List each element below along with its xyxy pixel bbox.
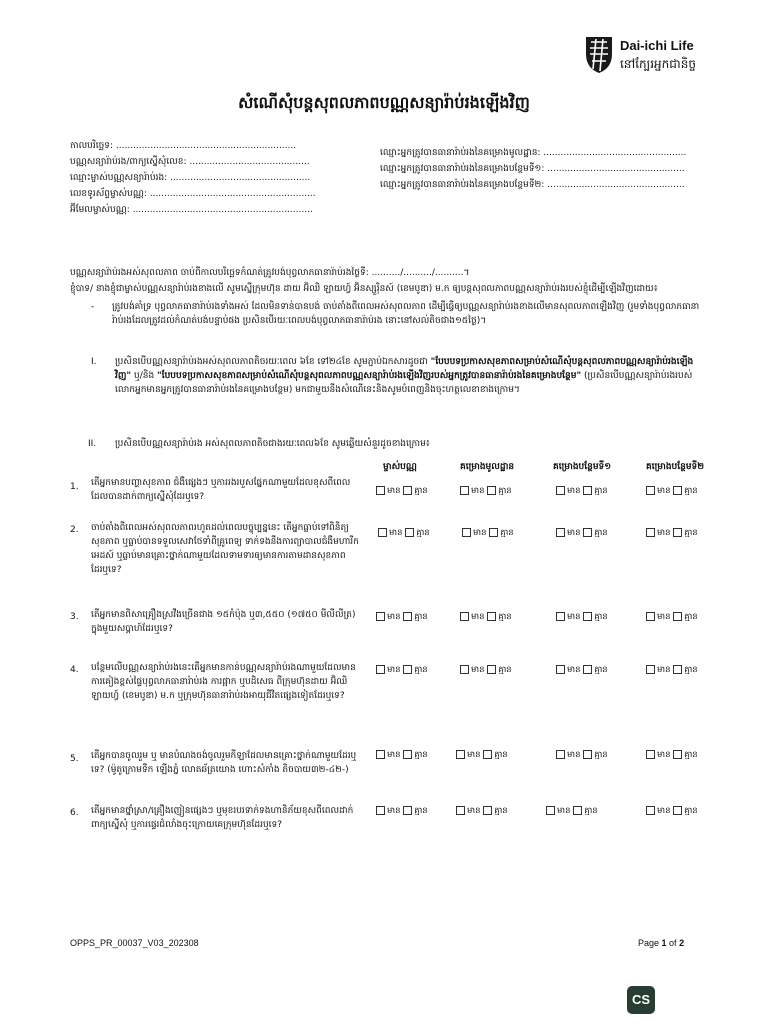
yes-label: មាន [657,806,671,816]
answer-q2-col1 [378,528,430,540]
no-label: គ្មាន [414,486,428,496]
yes-checkbox[interactable] [556,612,565,621]
yes-label: មាន [567,612,581,622]
no-label: គ្មាន [414,665,428,675]
question-3-number: 3. [70,612,79,622]
question-1-number: 1. [70,482,79,492]
answer-q5-col4 [646,750,698,762]
no-checkbox[interactable] [573,806,582,815]
col-policyholder: ម្ចាស់បណ្ណ [383,462,417,472]
answer-q4-col2 [460,665,512,677]
yes-checkbox[interactable] [556,528,565,537]
no-checkbox[interactable] [583,612,592,621]
no-checkbox[interactable] [403,612,412,621]
col-rider-2: គម្រោងបន្ថែមទី២ [646,462,705,472]
answer-q2-col2 [462,528,514,540]
yes-checkbox[interactable] [376,486,385,495]
yes-label: មាន [389,528,403,538]
yes-label: មាន [657,750,671,760]
answer-q3-col3 [556,612,608,624]
yes-label: មាន [387,750,401,760]
section-i-part-a: ប្រសិនបើបណ្ណសន្យារ៉ាប់រងអស់សុពលភាពតិចរយៈពេល ៦ខែ ទៅ២៤ខែ សូមភ្ជាប់ឯកសារដូចជា [115,357,428,367]
yes-label: មាន [471,665,485,675]
yes-label: មាន [567,528,581,538]
no-checkbox[interactable] [673,750,682,759]
answer-q6-col4 [646,806,698,818]
yes-label: មាន [567,665,581,675]
question-5-text: តើអ្នកបានចូលរួម ឬ មានបំណងចង់ចូលរួមកីឡាដែលមានគ្រោះថ្នាក់ណាមួយដែរឬទេ? (ម៉ូតូក្រោមទឹក ឡើងភ្នំ លោតឆ័ត្រយោង ហោះសំកាំង តិចបាយ៣២-៤២-) [91,751,357,775]
yes-checkbox[interactable] [456,750,465,759]
page-current: 1 [661,938,667,948]
rider1-insured-name-field[interactable]: ឈ្មោះអ្នកត្រូវបានធានារ៉ាប់រងនៃគម្រោងបន្ថែមទី១: ................................................ [380,164,685,174]
yes-checkbox[interactable] [646,612,655,621]
bullet-dash: - [91,302,95,312]
dai-ichi-shield-logo-icon [584,34,614,74]
no-checkbox[interactable] [583,528,592,537]
col-base-plan: គម្រោងមូលដ្ឋាន [460,462,515,472]
yes-label: មាន [467,750,481,760]
no-checkbox[interactable] [403,750,412,759]
form-title: សំណើសុំបន្តសុពលភាពបណ្ណសន្យារ៉ាប់រងឡើងវិញ [238,93,530,112]
question-5-number: 5. [70,754,79,764]
no-label: គ្មាន [414,750,428,760]
page-indicator [638,938,684,948]
page-prefix: Page [638,938,662,948]
question-4-text: បន្ថែមលើបណ្ណសន្យារ៉ាប់រងនេះតើអ្នកមានកាន់បណ្ណសន្យារ៉ាប់រងណាមួយដែលមានការគៀងខ្ពស់ផ្ទៃបុព្វលាភធានារ៉ាប់រង ការផ្អាក ឬបដិសេធ ពីក្រុមហ៊ុនដាយ អ៊ិឈិ ឡាយហ្វ៍ (ខេមបូឌា) ម.ក ឬក្រុមហ៊ុនធានារ៉ាប់រងអាយុជីវិតផ្សេងទៀតដែរឬទេ? [91,663,356,701]
no-checkbox[interactable] [673,612,682,621]
rider2-insured-name-field[interactable]: ឈ្មោះអ្នកត្រូវបានធានារ៉ាប់រងនៃគម្រោងបន្ថែមទី២: ................................................ [380,180,685,190]
yes-label: មាន [387,806,401,816]
yes-label: មាន [557,806,571,816]
brand-tagline: នៅក្បែរអ្នកជានិច្ច [620,57,696,71]
yes-checkbox[interactable] [556,486,565,495]
answer-q5-col1 [376,750,428,762]
no-label: គ្មាន [684,486,698,496]
page-total: 2 [679,938,685,948]
yes-label: មាន [657,665,671,675]
no-checkbox[interactable] [487,665,496,674]
no-label: គ្មាន [684,665,698,675]
no-checkbox[interactable] [487,612,496,621]
no-checkbox[interactable] [403,806,412,815]
no-label: គ្មាន [684,612,698,622]
no-label: គ្មាន [584,806,598,816]
section-i-and-or: ឬ/និង [134,371,155,381]
policyholder-phone-field[interactable]: លេខទូរស័ព្ទម្ចាស់បណ្ណ: .......................................................... [70,189,316,199]
answer-q2-col3 [556,528,608,540]
answer-q4-col4 [646,665,698,677]
no-checkbox[interactable] [489,528,498,537]
policyholder-email-field[interactable]: អ៊ីមែលម្ចាស់បណ្ណ: ............................................................... [70,205,313,215]
yes-checkbox[interactable] [376,806,385,815]
no-checkbox[interactable] [673,665,682,674]
request-statement: ខ្ញុំបាទ/ នាងខ្ញុំជាម្ចាស់បណ្ណសន្យារ៉ាប់រងខាងលើ សូមស្នើក្រុមហ៊ុន ដាយ អ៊ិឈិ ឡាយហ្វ៍ អ៊ិនស្សួរ៉ិនស៍ (ខេមបូឌា) ម.ក ឲ្យបន្តសុពលភាពបណ្ណសន្យារ៉ាប់រងរបស់ខ្ញុំដើម្បីឡើងវិញដោយ៖ [70,284,658,294]
answer-q5-col3 [556,750,608,762]
answer-q1-col4 [646,486,698,498]
no-checkbox[interactable] [673,528,682,537]
answer-q5-col2 [456,750,508,762]
section-i-form-a: "បែបបទប្រកាសសុខភាពសម្រាប់សំណើសុំបន្តសុពលភាពបណ្ណសន្យារ៉ាប់រងឡើងវិញ" [115,357,694,381]
col-rider-1: គម្រោងបន្ថែមទី១ [553,462,612,472]
yes-checkbox[interactable] [646,750,655,759]
no-checkbox[interactable] [483,806,492,815]
yes-label: មាន [387,665,401,675]
yes-label: មាន [471,486,485,496]
page-mid: of [666,938,680,948]
base-insured-name-field[interactable]: ឈ្មោះអ្នកត្រូវបានធានារ៉ាប់រងនៃគម្រោងមូលដ្ឋាន: .................................................. [380,148,687,158]
answer-q1-col1 [376,486,428,498]
yes-checkbox[interactable] [556,665,565,674]
yes-checkbox[interactable] [376,612,385,621]
answer-q1-col3 [556,486,608,498]
yes-label: មាន [387,612,401,622]
yes-checkbox[interactable] [646,806,655,815]
no-label: គ្មាន [498,665,512,675]
policyholder-name-field[interactable]: ឈ្មោះម្ចាស់បណ្ណសន្យារ៉ាប់រង: ................................................. [70,173,311,183]
no-label: គ្មាន [498,486,512,496]
answer-q6-col2 [456,806,508,818]
answer-q2-col4 [646,528,698,540]
yes-checkbox[interactable] [460,486,469,495]
question-2-number: 2. [70,525,79,535]
date-field[interactable]: កាលបរិច្ឆេទ: ............................................................... [70,141,297,151]
no-label: គ្មាន [684,750,698,760]
answer-q4-col3 [556,665,608,677]
no-label: គ្មាន [494,806,508,816]
yes-checkbox[interactable] [646,486,655,495]
no-label: គ្មាន [414,806,428,816]
no-checkbox[interactable] [487,486,496,495]
question-1-text: តើអ្នកមានបញ្ហាសុខភាព ជំងឺផ្សេងៗ ឬការរងរបួសផ្នែកណាមួយដែលខុសពីពេលដែលបានដាក់ពាក្យស្នើសុំដែរឬទេ? [91,478,351,502]
yes-checkbox[interactable] [460,612,469,621]
camscanner-badge-icon: CS [627,986,655,1014]
yes-label: មាន [387,486,401,496]
yes-checkbox[interactable] [546,806,555,815]
question-6-text: តើអ្នកមានថ្នាំស្រា/គ្រឿងញៀនផ្សេងៗ ឬមុខរបរទាក់ទងហានិភ័យខុសពីពេលដាក់ពាក្យស្នើសុំ ឬការផ្ទេរជំលាំងចុះក្រោយគេក្រុមហ៊ុនដែរឬទេ? [91,806,354,830]
premium-bullet: ត្រូវបង់គាំទ្រ បុព្វលាភធានារ៉ាប់រងទាំងអស់ ដែលមិនទាន់បានបង់ ចាប់តាំងពីពេលអស់សុពលភាព ដើម្បីធ្វើឲ្យបណ្ណសន្យារ៉ាប់រងខាងលើមានសុពលភាពឡើងវិញ (រួមទាំងបុព្វលាភធានារ៉ាប់រងដែលត្រូវដល់កំណត់បង់បន្ទាប់ផង ប្រសិនបើរយៈពេលបង់បុព្វលាភធានារ៉ាប់រង នោះនៅសល់តិចជាង១៥ថ្ងៃ)។ [112,302,700,326]
no-label: គ្មាន [494,750,508,760]
no-checkbox[interactable] [583,486,592,495]
no-label: គ្មាន [684,806,698,816]
no-checkbox[interactable] [673,486,682,495]
answer-q6-col1 [376,806,428,818]
section-ii-text: ប្រសិនបើបណ្ណសន្យារ៉ាប់រង អស់សុពលភាពតិចជាងរយៈពេល៦ខែ សូមឆ្លើយសំនួរដូចខាងក្រោម៖ [115,439,430,449]
no-checkbox[interactable] [673,806,682,815]
yes-checkbox[interactable] [460,665,469,674]
yes-checkbox[interactable] [462,528,471,537]
yes-label: មាន [657,486,671,496]
question-3-text: តើអ្នកមានពិសាគ្រឿងស្រវឹងច្រើនជាង ១៥កំប៉ុង ឬ៣,៥៥០ (១៧៥០ មីលីលីត្រ) ក្នុងមួយសប្តាហ៍ដែរឬទេ? [91,610,356,634]
no-checkbox[interactable] [403,665,412,674]
yes-checkbox[interactable] [376,665,385,674]
no-checkbox[interactable] [483,750,492,759]
no-label: គ្មាន [500,528,514,538]
section-i-part-e: (ប្រសិនបើបណ្ណសន្យារ៉ាប់រងរបស់លោកអ្នកមានអ្នកត្រូវបានធានារ៉ាប់រងនៃគម្រោងបន្ថែម) មកជាមួយនឹងសំណើនេះនិងសូមបំពេញនិងចុះហត្ថលេខាខាងក្រោម។ [115,371,693,395]
yes-label: មាន [467,806,481,816]
answer-q6-col3 [546,806,598,818]
policy-number-field[interactable]: បណ្ណសន្យារ៉ាប់រង/ពាក្យស្នើសុំលេខ: .......................................... [70,157,310,167]
answer-q1-col2 [460,486,512,498]
no-checkbox[interactable] [583,750,592,759]
no-label: គ្មាន [498,612,512,622]
section-i-text [115,355,705,397]
no-checkbox[interactable] [583,665,592,674]
no-label: គ្មាន [684,528,698,538]
question-2-text: ចាប់តាំងពីពេលអស់សុពលភាពរហូតដល់ពេលបច្ចុប្បន្ននេះ តើអ្នកធ្លាប់ទៅពិនិត្យសុខភាព ឬធ្លាប់បានទទួលសេវាថែទាំពីគ្រូពេទ្យ ទាក់ទងនឹងការព្យាបាលជំងឺមហារីក អេដស៍ ឬធ្លាប់មានគ្រោះថ្នាក់ណាមួយដែលទាមទារឲ្យមានការតាមដានសុខភាពដែរឬទេ? [91,523,359,575]
yes-checkbox[interactable] [646,665,655,674]
yes-checkbox[interactable] [378,528,387,537]
no-checkbox[interactable] [405,528,414,537]
answer-q3-col2 [460,612,512,624]
no-label: គ្មាន [594,750,608,760]
yes-label: មាន [657,612,671,622]
form-code: OPPS_PR_00037_V03_202308 [70,938,199,948]
yes-label: មាន [471,612,485,622]
yes-label: មាន [567,750,581,760]
no-checkbox[interactable] [403,486,412,495]
no-label: គ្មាន [594,612,608,622]
section-i-marker: I. [91,357,97,367]
no-label: គ្មាន [594,486,608,496]
yes-checkbox[interactable] [376,750,385,759]
answer-q3-col4 [646,612,698,624]
yes-label: មាន [567,486,581,496]
yes-label: មាន [657,528,671,538]
question-4-number: 4. [70,665,79,675]
answer-q3-col1 [376,612,428,624]
answer-q4-col1 [376,665,428,677]
section-ii-marker: II. [88,439,97,449]
lapse-date-line: បណ្ណសន្យារ៉ាប់រងអស់សុពលភាព ចាប់ពីកាលបរិច្ឆេទកំណត់ត្រូវបង់បុព្វលាភធានារ៉ាប់រងថ្ងៃទី: ........../........../..........។ [70,268,470,278]
yes-checkbox[interactable] [646,528,655,537]
yes-label: មាន [473,528,487,538]
no-label: គ្មាន [414,612,428,622]
brand-name: Dai-ichi Life [620,38,694,53]
section-i-form-b: "បែបបទប្រកាសសុខភាពសម្រាប់សំណើសុំបន្តសុពលភាពបណ្ណសន្យារ៉ាប់រងឡើងវិញរបស់អ្នកត្រូវបានធានារ៉ាប់រងនៃគម្រោងបន្ថែម" [157,371,582,381]
yes-checkbox[interactable] [556,750,565,759]
yes-checkbox[interactable] [456,806,465,815]
question-6-number: 6. [70,808,79,818]
no-label: គ្មាន [594,665,608,675]
no-label: គ្មាន [594,528,608,538]
no-label: គ្មាន [416,528,430,538]
